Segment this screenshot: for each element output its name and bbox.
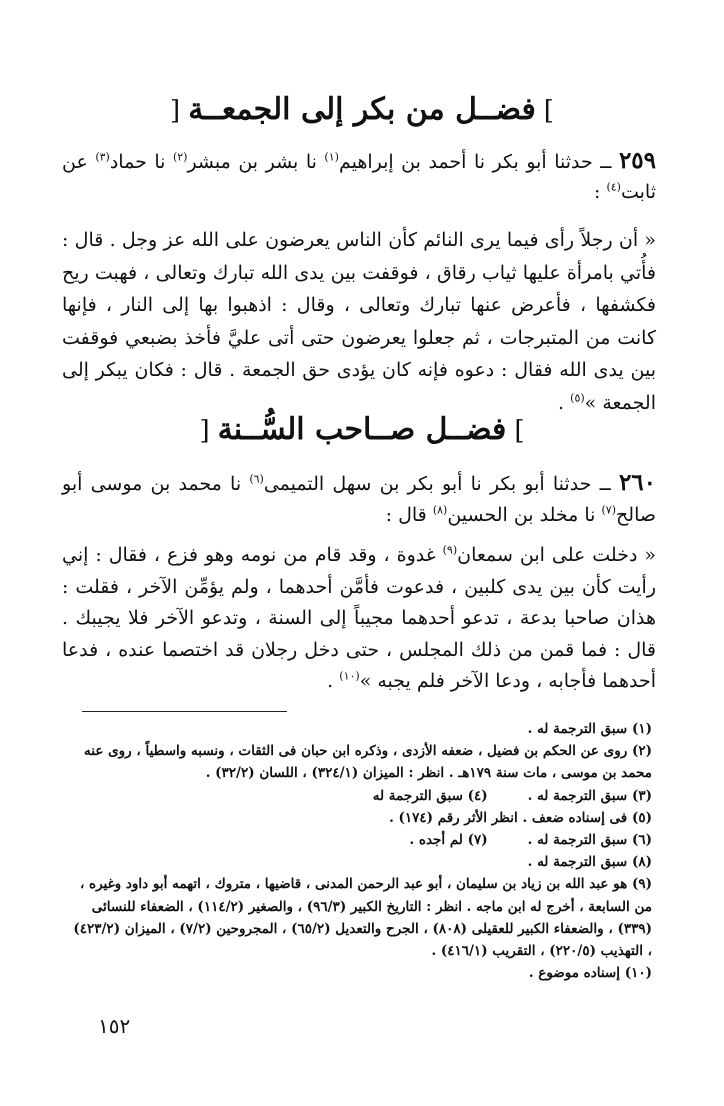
footnote-marker: (٥) — [570, 391, 585, 405]
hadith-259-text — [62, 224, 656, 419]
footnote-marker: (٩) — [442, 543, 458, 557]
footnote-3: (٣) سبق الترجمة له . — [527, 787, 652, 804]
footnote-9: (٩) هو عبد الله بن زياد بن سليمان ، أبو عبد الرحمن المدنى ، قاضيها ، متروك ، اتهمه أبو داود وغيره ، من السابعة ، أخرج له ابن ماجه . انظر : التاريخ الكبير (٩٦/٣) ، والصغير (١١٤/٢) ، الضعفاء للنسائى (٣٣٩) ، والضعفاء الكبير للعقيلى (٨٠٨) ، الجرح والتعديل (٦٥/٢) ، المجروحين (٧/٢) ، الميزان (٤٢٣/٢) ، التهذيب (٢٢٠/٥) ، التقريب (٤١٦/١) . — [73, 876, 652, 960]
footnote-marker: (٦) — [249, 472, 264, 486]
footnote-marker: (٨) — [432, 503, 448, 517]
hadith-number: ٢٦٠ — [618, 469, 656, 496]
bracket-close: [ — [199, 416, 210, 446]
footnote-marker: (١٠) — [339, 669, 360, 683]
hadith-259-chain — [62, 146, 656, 207]
hadith-number: ٢٥٩ — [618, 147, 657, 174]
hadith-260-text — [62, 540, 656, 698]
page-number: ١٥٢ — [98, 1014, 131, 1038]
footnote-7: (٧) لم أجده . — [409, 832, 488, 849]
section-heading-friday — [60, 92, 664, 127]
matn-text: « أن رجلاً رأى فيما يرى النائم كأن الناس يعرضون على الله عز وجل . قال : فأُتي بامرأة عليها ثياب رقاق ، فوقفت بين يدى الله تبارك وتعالى ، فهبت ريح فكشفها ، فأعرض عنها تبارك وتعالى ، وقال : اذهبوا بها إلى النار ، فإنها كانت من المتبرجات ، ثم جعلوا يعرضون حتى أتى عليَّ فأخذ بضبعي فوقفت بين يدى الله فقال : دعوه فإنه كان يؤدى حق الجمعة . قال : فكان يبكر إلى الجمعة »$^{(٥)}$ . — [62, 229, 656, 414]
bracket-close: [ — [170, 96, 181, 126]
heading-text: فضــل صــاحب السُّــنة — [217, 412, 507, 447]
footnote-marker: (٢) — [172, 150, 188, 164]
heading-text: فضــل من بكر إلى الجمعــة — [188, 92, 536, 127]
hadith-260-chain — [62, 467, 656, 531]
footnote-6: (٦) سبق الترجمة له . — [527, 832, 652, 849]
footnote-marker: (٧) — [601, 503, 617, 517]
footnotes — [68, 718, 652, 984]
footnote-marker: (١) — [324, 150, 339, 164]
footnote-2: (٢) روى عن الحكم بن فضيل ، ضعفه الأزدى ، وذكره ابن حبان فى الثقات ، ونسبه واسطياً ، روى عنه محمد بن موسى ، مات سنة ١٧٩هـ . انظر : الميزان (٣٢٤/١) ، اللسان (٣٢/٢) . — [84, 743, 652, 782]
isnad-text: ــ حدثنا أبو بكر نا أحمد بن إبراهيم$^{(١)}$ نا بشر بن مبشر$^{(٢)}$ نا حماد$^{(٣)}$ عن ثابت$^{(٤)}$ : — [62, 150, 656, 203]
matn-text: « دخلت على ابن سمعان$^{(٩)}$ غدوة ، وقد قام من نومه وهو فزع ، فقال : إني رأيت كأن بين يدى كلبين ، فدعوت فأمَّن أحدهما ، ولم يؤمِّن الآخر ، فقلت : هذان صاحبا بدعة ، تدعو أحدهما مجيباً إلى السنة ، وتدعو الآخر فلا يجيبك . قال : فما قمن من ذلك المجلس ، حتى دخل رجلان قد اختصما عنده ، فدعا أحدهما فأجابه ، ودعا الآخر فلم يجبه »$^{(١٠)}$ . — [62, 543, 656, 692]
footnote-4: (٤) سبق الترجمة له — [372, 787, 488, 804]
footnote-10: (١٠) إسناده موضوع . — [528, 965, 652, 982]
section-heading-sunnah — [60, 412, 664, 447]
footnote-marker: (٣) — [95, 150, 110, 164]
footnote-8: (٨) سبق الترجمة له . — [527, 854, 652, 871]
isnad-text: ــ حدثنا أبو بكر نا أبو بكر بن سهل التميمى$^{(٦)}$ نا محمد بن موسى أبو صالح$^{(٧)}$ نا مخلد بن الحسين$^{(٨)}$ قال : — [62, 472, 656, 526]
footnote-marker: (٤) — [606, 180, 621, 194]
footnote-5: (٥) فى إسناده ضعف . انظر الأثر رقم (١٧٤) . — [389, 809, 652, 826]
footnote-divider — [82, 711, 287, 712]
bracket-open: ] — [514, 416, 525, 446]
bracket-open: ] — [543, 96, 554, 126]
footnote-1: (١) سبق الترجمة له . — [527, 721, 652, 737]
